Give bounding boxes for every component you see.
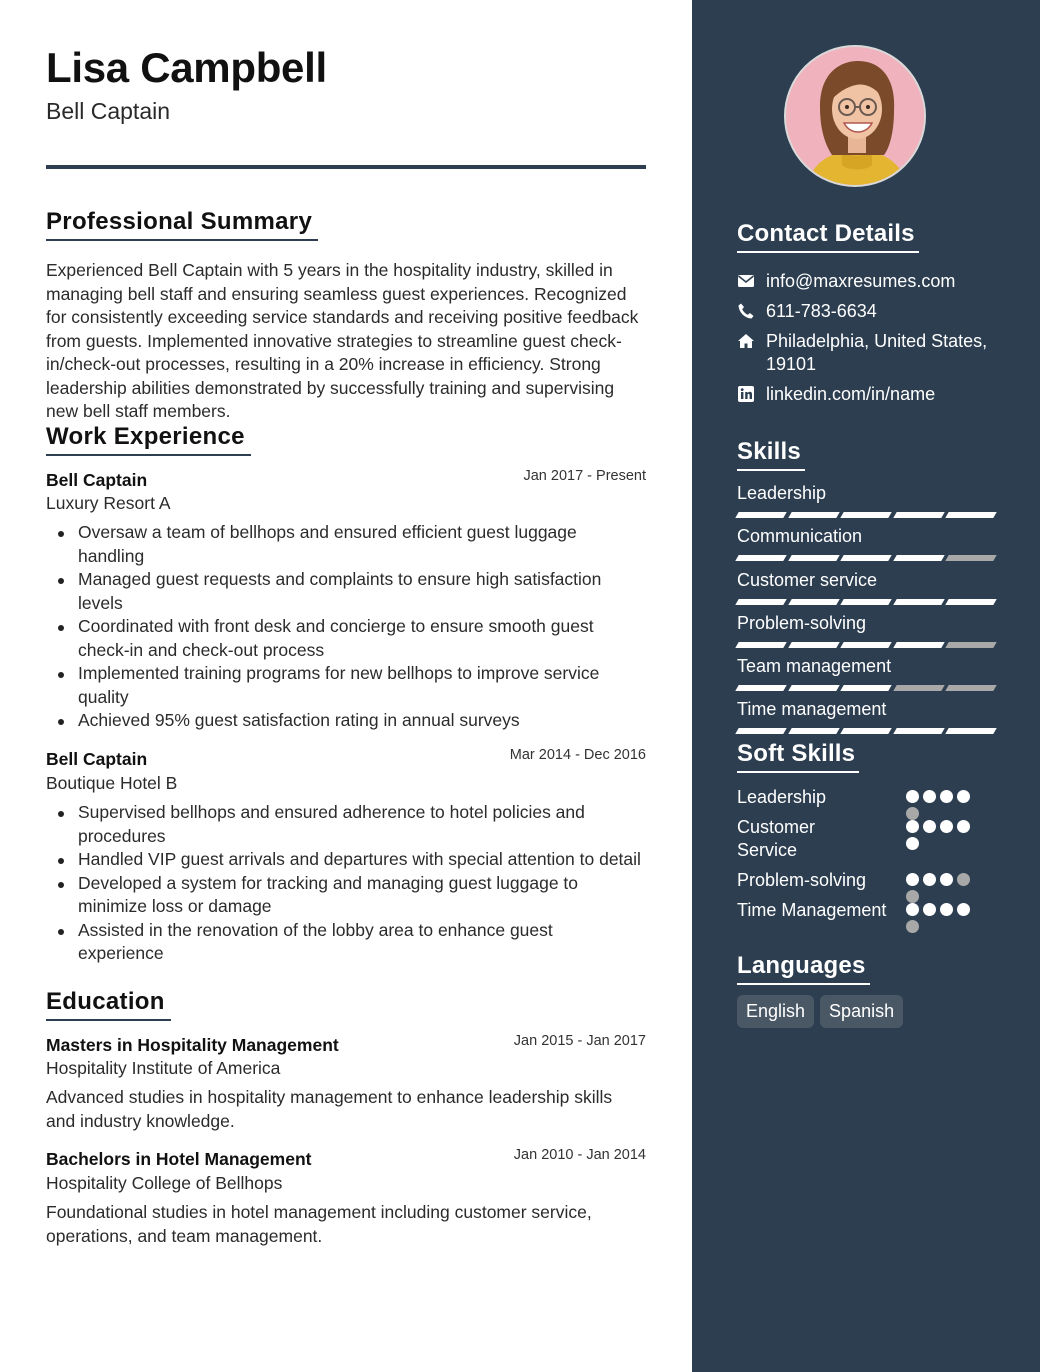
rating-dot [940,820,953,833]
skill-level-bar [737,512,995,518]
degree-title: Bachelors in Hotel Management [46,1149,312,1169]
candidate-role: Bell Captain [46,98,171,124]
degree-date: Jan 2015 - Jan 2017 [513,1033,646,1049]
header-divider [46,165,646,169]
skill-level-segment [946,685,997,691]
linkedin-text: linkedin.com/in/name [766,384,936,404]
rating-dot [957,820,970,833]
skill-level-segment [893,728,944,734]
list-item: Developed a system for tracking and managing guest luggage to minimize loss or damage [78,872,646,919]
skill-level-bar [737,599,995,605]
skill-level-segment [840,599,891,605]
skill-level-segment [788,728,839,734]
school-name: Hospitality Institute of America [46,1058,281,1078]
skill-level-segment [893,685,944,691]
skill-level-segment [735,599,786,605]
list-item: Handled VIP guest arrivals and departures with special attention to detail [78,848,646,872]
education-heading: Education [46,988,171,1021]
skill-level-segment [840,685,891,691]
soft-skill-name: Time Management [737,900,887,920]
contact-email[interactable] [737,270,997,293]
languages-heading: Languages [737,952,870,985]
job-bullets [78,521,646,733]
skill-level-segment [893,512,944,518]
degree-description: Foundational studies in hotel management including customer service, operations, and team management. [46,1202,592,1246]
rating-dot [940,873,953,886]
list-item: Achieved 95% guest satisfaction rating in annual surveys [78,709,646,733]
degree-title: Masters in Hospitality Management [46,1035,339,1055]
job-date: Jan 2017 - Present [523,468,646,484]
list-item: Oversaw a team of bellhops and ensured efficient guest luggage handling [78,521,646,568]
address-text: Philadelphia, United States, 19101 [766,331,988,374]
rating-dot [957,790,970,803]
skill-name: Team management [737,656,892,676]
soft-skill-rating [906,903,986,933]
skill-level-segment [735,728,786,734]
rating-dot [906,837,919,850]
rating-dot [923,820,936,833]
rating-dot [906,807,919,820]
soft-skill-rating [906,873,986,903]
language-tag: English [737,995,814,1028]
soft-skill-rating [906,790,986,820]
rating-dot [923,873,936,886]
skill-name: Communication [737,526,863,546]
skill-level-segment [946,555,997,561]
soft-skill-rating [906,820,986,850]
rating-dot [906,820,919,833]
portrait-illustration [786,47,926,187]
contact-heading: Contact Details [737,220,919,253]
contact-phone[interactable] [737,300,997,323]
list-item: Supervised bellhops and ensured adherence to hotel policies and procedures [78,801,646,848]
summary-heading: Professional Summary [46,208,318,241]
phone-icon [737,302,755,320]
skill-level-bar [737,728,995,734]
skill-level-segment [946,728,997,734]
skills-heading: Skills [737,438,805,471]
rating-dot [906,873,919,886]
soft-skill-name: Problem-solving [737,870,867,890]
degree-description: Advanced studies in hospitality management to enhance leadership skills and industry knowledge. [46,1087,613,1131]
contact-address [737,330,997,376]
skill-level-segment [893,599,944,605]
job-company: Luxury Resort A [46,493,171,513]
experience-heading: Work Experience [46,423,251,456]
job-bullets [78,801,646,966]
rating-dot [906,790,919,803]
soft-skill-name: Leadership [737,787,827,807]
envelope-icon [737,272,755,290]
skill-level-bar [737,642,995,648]
rating-dot [906,903,919,916]
skill-level-segment [946,642,997,648]
rating-dot [906,890,919,903]
rating-dot [923,790,936,803]
job-title: Bell Captain [46,470,148,490]
language-tag: Spanish [820,995,903,1028]
skill-level-bar [737,555,995,561]
skill-name: Customer service [737,570,878,590]
email-text: info@maxresumes.com [766,271,956,291]
degree-date: Jan 2010 - Jan 2014 [513,1147,646,1163]
job-title: Bell Captain [46,749,148,769]
skill-level-segment [788,555,839,561]
phone-text: 611-783-6634 [766,301,877,321]
skill-level-segment [735,642,786,648]
skill-level-segment [840,512,891,518]
candidate-name: Lisa Campbell [46,44,327,91]
skill-name: Time management [737,699,887,719]
linkedin-icon [737,385,755,403]
skill-level-segment [946,599,997,605]
job-company: Boutique Hotel B [46,773,178,793]
summary-text: Experienced Bell Captain with 5 years in the hospitality industry, skilled in managing bell staff and ensuring seamless guest experiences. Recognized for consistently exceeding service standards and receiving positive feedback from guests. Implemented innovative strategies to streamline guest check-in/check-out processes, resulting in a 20% increase in efficiency. Strong leadership abilities demonstrated by successfully training and supervising new bell staff members. [46,260,639,421]
skill-level-segment [840,728,891,734]
skill-level-segment [893,555,944,561]
rating-dot [923,903,936,916]
soft-skills-heading: Soft Skills [737,740,859,773]
sidebar [692,0,1040,1372]
skill-level-segment [788,685,839,691]
rating-dot [940,903,953,916]
avatar [784,45,926,187]
skill-level-segment [788,642,839,648]
home-icon [737,332,755,350]
skill-level-segment [735,685,786,691]
skill-name: Leadership [737,483,827,503]
rating-dot [906,920,919,933]
skill-level-segment [735,555,786,561]
list-item: Implemented training programs for new bellhops to improve service quality [78,662,646,709]
school-name: Hospitality College of Bellhops [46,1173,283,1193]
skill-level-segment [946,512,997,518]
contact-linkedin[interactable] [737,383,997,406]
skill-level-segment [735,512,786,518]
skill-level-segment [840,555,891,561]
soft-skill-name: Customer Service [737,817,816,860]
rating-dot [957,903,970,916]
main-column [46,0,646,1372]
job-date: Mar 2014 - Dec 2016 [509,747,646,763]
rating-dot [940,790,953,803]
list-item: Assisted in the renovation of the lobby area to enhance guest experience [78,919,646,966]
list-item: Managed guest requests and complaints to ensure high satisfaction levels [78,568,646,615]
skill-level-bar [737,685,995,691]
skill-level-segment [788,599,839,605]
skill-level-segment [840,642,891,648]
skill-level-segment [788,512,839,518]
skill-level-segment [893,642,944,648]
languages-list [737,995,903,1028]
rating-dot [957,873,970,886]
skill-name: Problem-solving [737,613,867,633]
list-item: Coordinated with front desk and concierge to ensure smooth guest check-in and check-out process [78,615,646,662]
